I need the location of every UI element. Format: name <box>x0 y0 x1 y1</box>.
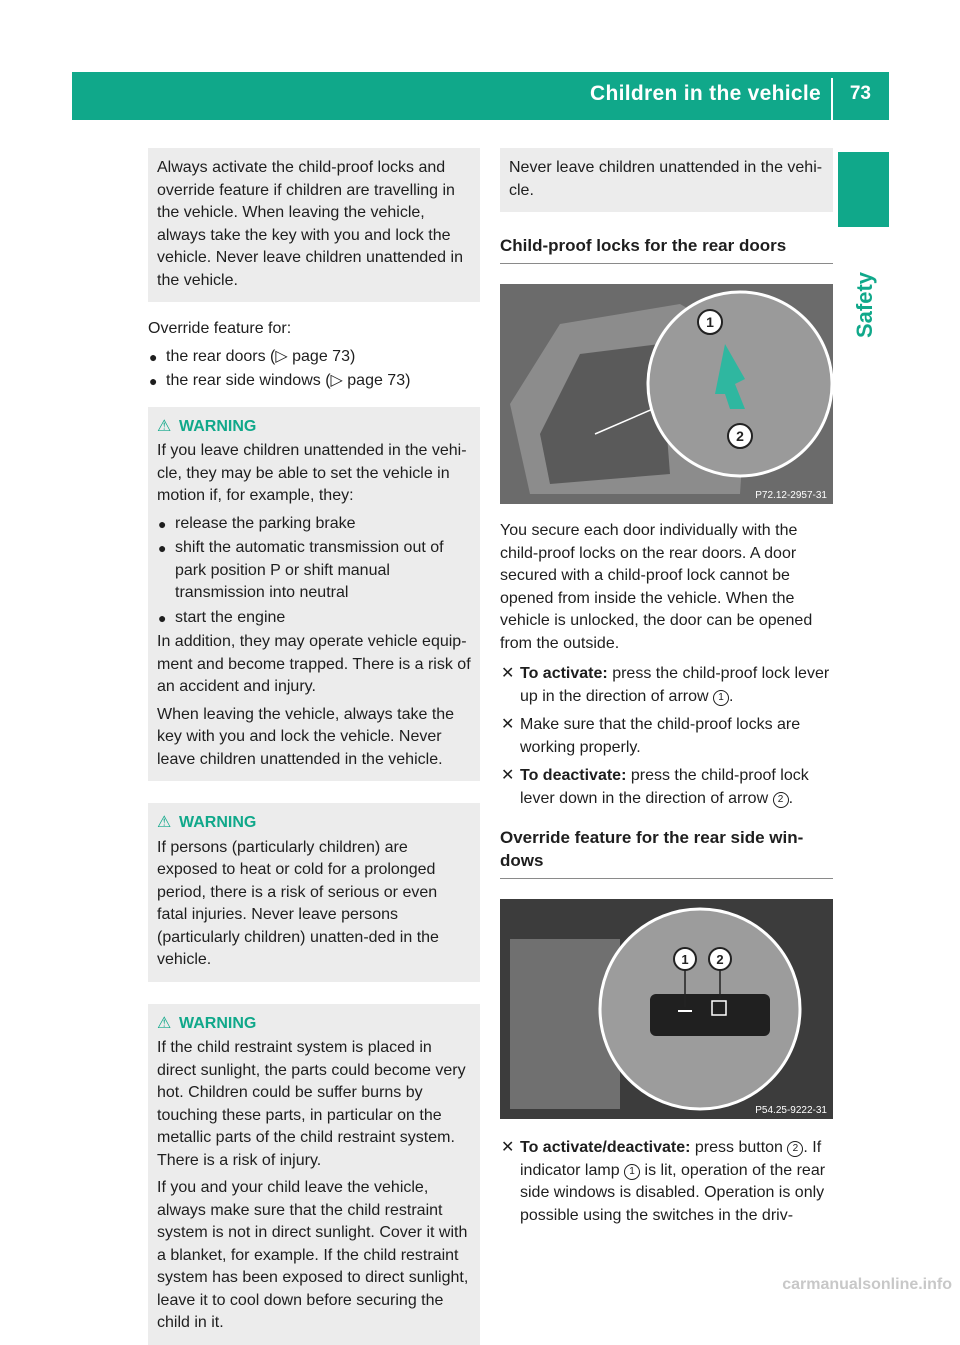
page-number: 73 <box>849 83 871 104</box>
warning-triangle-icon: ⚠ <box>157 1014 172 1032</box>
list-item <box>148 370 480 393</box>
arrow-icon: ✕ <box>501 767 515 784</box>
intro-note-text: Always activate the child-proof locks and override feature if children are travelling in the vehicle. When leaving the vehicle, always take the key with you and lock the vehicle. Never leave children unattended in the vehicle. <box>157 159 463 289</box>
illus2-marker-1: 1 <box>681 952 689 967</box>
step-label-toggle: To activate/deactivate: <box>520 1139 691 1156</box>
rear-door-drawing <box>500 284 833 504</box>
section-title-override: Override feature for the rear side win-dows <box>500 826 833 879</box>
list-item: ✕ To activate/deactivate: press button 2 . If indicator lamp 1 is lit, operation of the rear side windows is disabled. Operation is only possible using the switches in the driv- <box>501 1139 826 1224</box>
marker-2-icon: 2 <box>773 792 789 808</box>
override-item-1: the rear doors (▷ page 73) <box>166 347 356 365</box>
override-label: Override feature for: <box>148 320 292 337</box>
warning-heading-text: WARNING <box>179 417 257 435</box>
step-text-toggle-b: If indicator lamp <box>520 1139 822 1179</box>
intro-note-box <box>148 148 480 302</box>
warning-heading <box>157 1013 471 1036</box>
warning-1-item-3: start the engine <box>175 608 286 626</box>
warning-heading <box>157 416 471 439</box>
right-note-box <box>500 148 833 212</box>
bullet-icon: ● <box>149 373 158 389</box>
step-text-deactivate: press the child-proof lock lever down in the direction of arrow <box>520 767 809 807</box>
step-text-toggle-c: is lit, operation of the rear side windows is disabled. Operation is only possible using the switches in the driv- <box>520 1161 826 1224</box>
header-bar <box>72 72 889 120</box>
warning-1-list <box>157 513 471 630</box>
warning-triangle-icon: ⚠ <box>157 814 172 831</box>
warning-3-text-2: If you and your child leave the vehicle, always make sure that the child restraint system is not in direct sunlight. Cover it with a blanket, for example. If the child restraint system has been exposed to direct sunlight, leave it to cool down before securing the child in it. <box>157 1179 469 1331</box>
illus2-marker-2: 2 <box>716 952 724 967</box>
side-tab-block <box>838 152 889 227</box>
marker-1-icon: 1 <box>713 690 729 706</box>
bullet-icon: ● <box>158 515 167 532</box>
warning-3-text: If the child restraint system is placed in direct sunlight, the parts could become very hot. Children could be suffer burns by touching these parts, in particular on the metallic parts of the child restraint system. There is a risk of injury. <box>157 1039 466 1169</box>
warning-box-2 <box>148 803 480 982</box>
warning-heading <box>157 812 471 835</box>
step-text-check: Make sure that the child-proof locks are working properly. <box>520 716 801 756</box>
section-title-childproof: Child-proof locks for the rear doors <box>500 234 833 264</box>
list-item <box>157 513 471 536</box>
list-item <box>157 607 471 630</box>
override-list <box>148 346 480 393</box>
list-item: ✕ To activate: press the child-proof lock lever up in the direction of arrow 1 . <box>501 665 830 705</box>
warning-triangle-icon: ⚠ <box>157 417 172 435</box>
arrow-icon: ✕ <box>501 665 515 682</box>
list-item <box>148 346 480 369</box>
list-item <box>500 714 833 759</box>
illustration-code: P54.25-9222-31 <box>755 1105 827 1116</box>
list-item <box>157 537 471 605</box>
right-note-text: Never leave children unattended in the vehi-cle. <box>509 159 823 199</box>
warning-1-text-3: When leaving the vehicle, always take the key with you and lock the vehicle. Never leave children unattended in the vehicle. <box>157 705 455 768</box>
bullet-icon: ● <box>158 540 167 556</box>
step-text-activate: press the child-proof lock lever up in the direction of arrow <box>520 665 830 705</box>
arrow-icon: ✕ <box>501 1139 515 1156</box>
warning-box-3 <box>148 1004 480 1345</box>
override-item-2: the rear side windows (▷ page 73) <box>166 372 411 389</box>
side-tab-label: Safety <box>851 271 877 339</box>
bullet-icon: ● <box>149 348 158 365</box>
rear-door-illustration <box>500 284 833 504</box>
marker-1-icon: 1 <box>624 1164 640 1180</box>
childproof-description: You secure each door individually with the child-proof locks on the rear doors. A door secured with a child-proof lock cannot be opened from inside the vehicle. When the vehicle is unlocked, the door can be opened from the outside. <box>500 522 813 652</box>
warning-box-1 <box>148 407 480 782</box>
left-column <box>148 148 480 1345</box>
list-item: ✕ To deactivate: press the child-proof lock lever down in the direction of arrow 2 . <box>501 767 809 807</box>
illus-marker-2: 2 <box>736 428 744 444</box>
window-switch-illustration <box>500 899 833 1119</box>
header-divider <box>831 78 833 120</box>
warning-heading-text: WARNING <box>179 814 257 831</box>
bullet-icon: ● <box>158 609 167 626</box>
warning-1-item-2: shift the automatic transmission out of park position P or shift manual transmission into neutral <box>175 539 444 601</box>
page-title: Children in the vehicle <box>590 82 821 105</box>
override-steps <box>500 1137 833 1227</box>
illustration-code: P72.12-2957-31 <box>755 490 827 501</box>
right-column <box>500 148 833 1233</box>
warning-1-item-1: release the parking brake <box>175 514 356 532</box>
window-switch-drawing <box>500 899 833 1119</box>
warning-1-text-2: In addition, they may operate vehicle equip-ment and become trapped. There is a risk of an accident and injury. <box>157 633 471 695</box>
arrow-icon: ✕ <box>501 716 515 733</box>
warning-2-text: If persons (particularly children) are exposed to heat or cold for a prolonged period, there is a risk of serious or even fatal injuries. Never leave persons (particularly children) unatten-ded in the vehicle. <box>157 838 439 968</box>
step-text-toggle-a: press button <box>694 1139 783 1156</box>
marker-2-icon: 2 <box>787 1141 803 1157</box>
step-label-activate: To activate: <box>520 665 608 682</box>
warning-heading-text: WARNING <box>179 1014 257 1032</box>
watermark: carmanualsonline.info <box>782 1275 952 1293</box>
illus-marker-1: 1 <box>706 314 714 330</box>
childproof-steps <box>500 663 833 810</box>
step-label-deactivate: To deactivate: <box>520 767 627 784</box>
warning-1-text: If you leave children unattended in the vehi-cle, they may be able to set the vehicle in motion if, for example, they: <box>157 442 467 504</box>
